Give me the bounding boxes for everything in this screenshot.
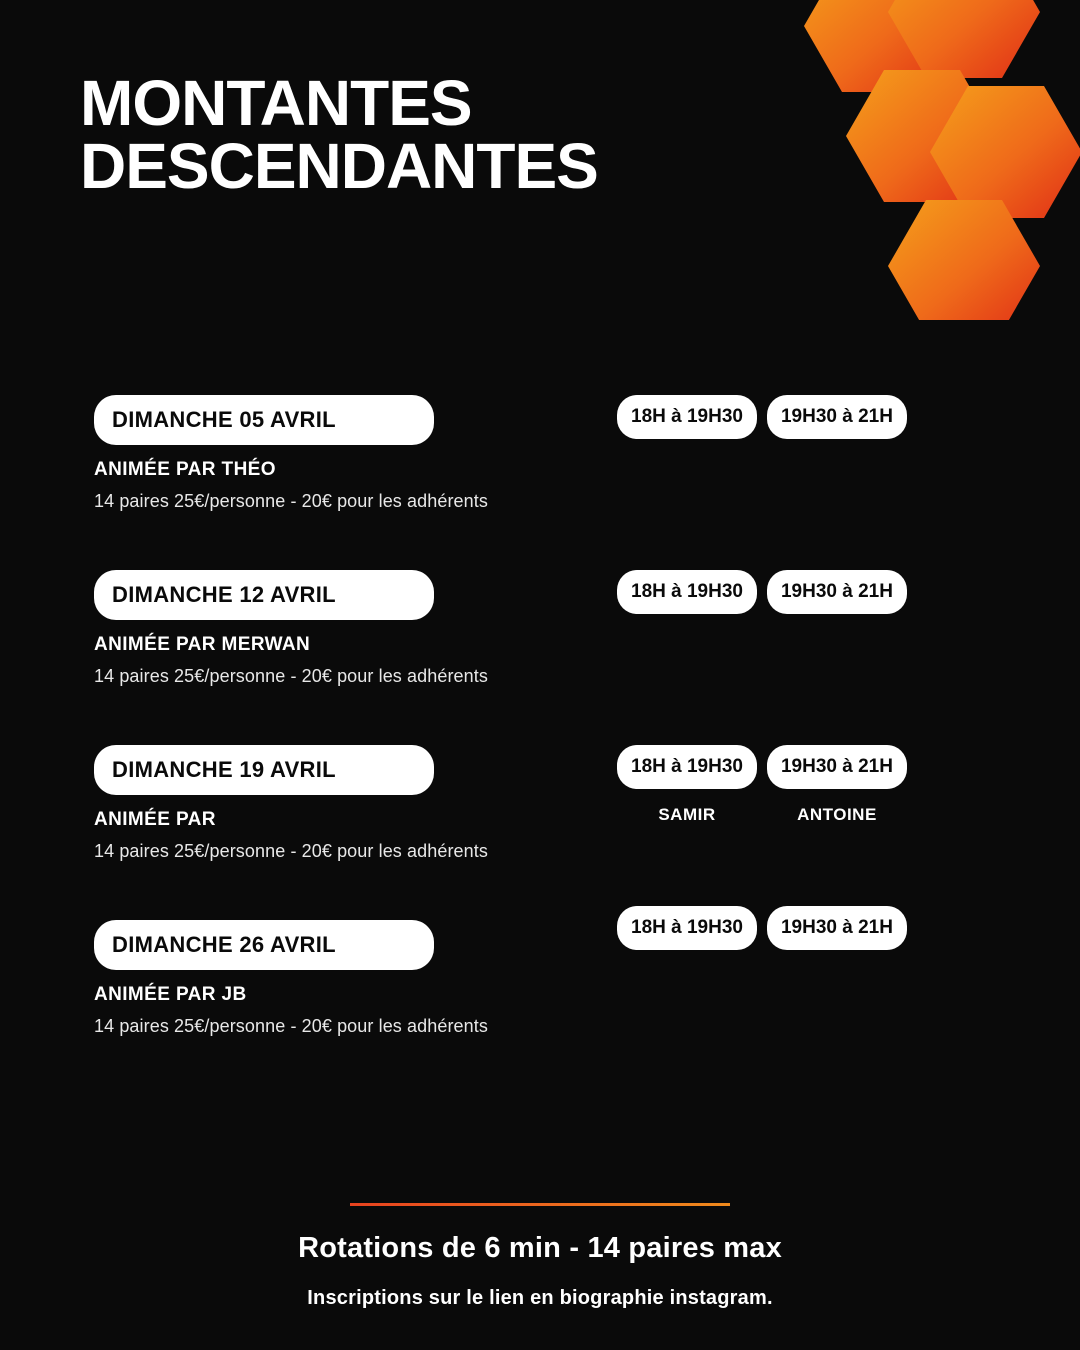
time-slot bbox=[767, 906, 907, 984]
session-price: 14 paires 25€/personne - 20€ pour les adhérents bbox=[94, 841, 488, 861]
footer-sub-text: Inscriptions sur le lien en biographie instagram. bbox=[307, 1287, 773, 1309]
time-slot bbox=[767, 570, 907, 648]
footer-divider bbox=[350, 1203, 730, 1206]
slot-time: 19H30 à 21H bbox=[767, 570, 907, 614]
footer-main-text: Rotations de 6 min - 14 paires max bbox=[298, 1232, 782, 1264]
session-row bbox=[0, 395, 1080, 570]
session-list bbox=[0, 395, 1080, 1095]
session-row bbox=[0, 745, 1080, 920]
slot-time: 19H30 à 21H bbox=[767, 906, 907, 950]
session-price: 14 paires 25€/personne - 20€ pour les adhérents bbox=[94, 1016, 488, 1036]
session-slots bbox=[617, 906, 907, 984]
session-details bbox=[94, 920, 614, 1037]
session-slots bbox=[617, 745, 907, 825]
time-slot bbox=[617, 395, 757, 473]
session-slots bbox=[617, 395, 907, 473]
title-line-1: MONTANTES bbox=[80, 67, 472, 139]
session-details bbox=[94, 745, 614, 862]
slot-time: 18H à 19H30 bbox=[617, 906, 757, 950]
session-price: 14 paires 25€/personne - 20€ pour les adhérents bbox=[94, 491, 488, 511]
session-date: DIMANCHE 26 AVRIL bbox=[94, 920, 434, 970]
session-row bbox=[0, 570, 1080, 745]
session-host: ANIMÉE PAR JB bbox=[94, 984, 247, 1005]
session-date: DIMANCHE 12 AVRIL bbox=[94, 570, 434, 620]
time-slot bbox=[617, 745, 757, 825]
session-price: 14 paires 25€/personne - 20€ pour les adhérents bbox=[94, 666, 488, 686]
slot-time: 19H30 à 21H bbox=[767, 395, 907, 439]
session-details bbox=[94, 395, 614, 512]
slot-time: 18H à 19H30 bbox=[617, 745, 757, 789]
session-host: ANIMÉE PAR bbox=[94, 809, 216, 830]
slot-time: 18H à 19H30 bbox=[617, 395, 757, 439]
slot-time: 19H30 à 21H bbox=[767, 745, 907, 789]
time-slot bbox=[767, 745, 907, 825]
session-date: DIMANCHE 19 AVRIL bbox=[94, 745, 434, 795]
session-details bbox=[94, 570, 614, 687]
slot-time: 18H à 19H30 bbox=[617, 570, 757, 614]
time-slot bbox=[617, 906, 757, 984]
session-slots bbox=[617, 570, 907, 648]
slot-host-name: SAMIR bbox=[658, 805, 716, 824]
poster-title bbox=[80, 67, 780, 202]
honeycomb-decoration bbox=[760, 0, 1080, 320]
footer bbox=[0, 1203, 1080, 1310]
time-slot bbox=[617, 570, 757, 648]
session-host: ANIMÉE PAR MERWAN bbox=[94, 634, 311, 655]
slot-host-name: ANTOINE bbox=[797, 805, 877, 824]
title-line-2: DESCENDANTES bbox=[80, 129, 598, 202]
session-date: DIMANCHE 05 AVRIL bbox=[94, 395, 434, 445]
session-host: ANIMÉE PAR THÉO bbox=[94, 459, 276, 480]
session-row bbox=[0, 917, 1080, 1095]
time-slot bbox=[767, 395, 907, 473]
